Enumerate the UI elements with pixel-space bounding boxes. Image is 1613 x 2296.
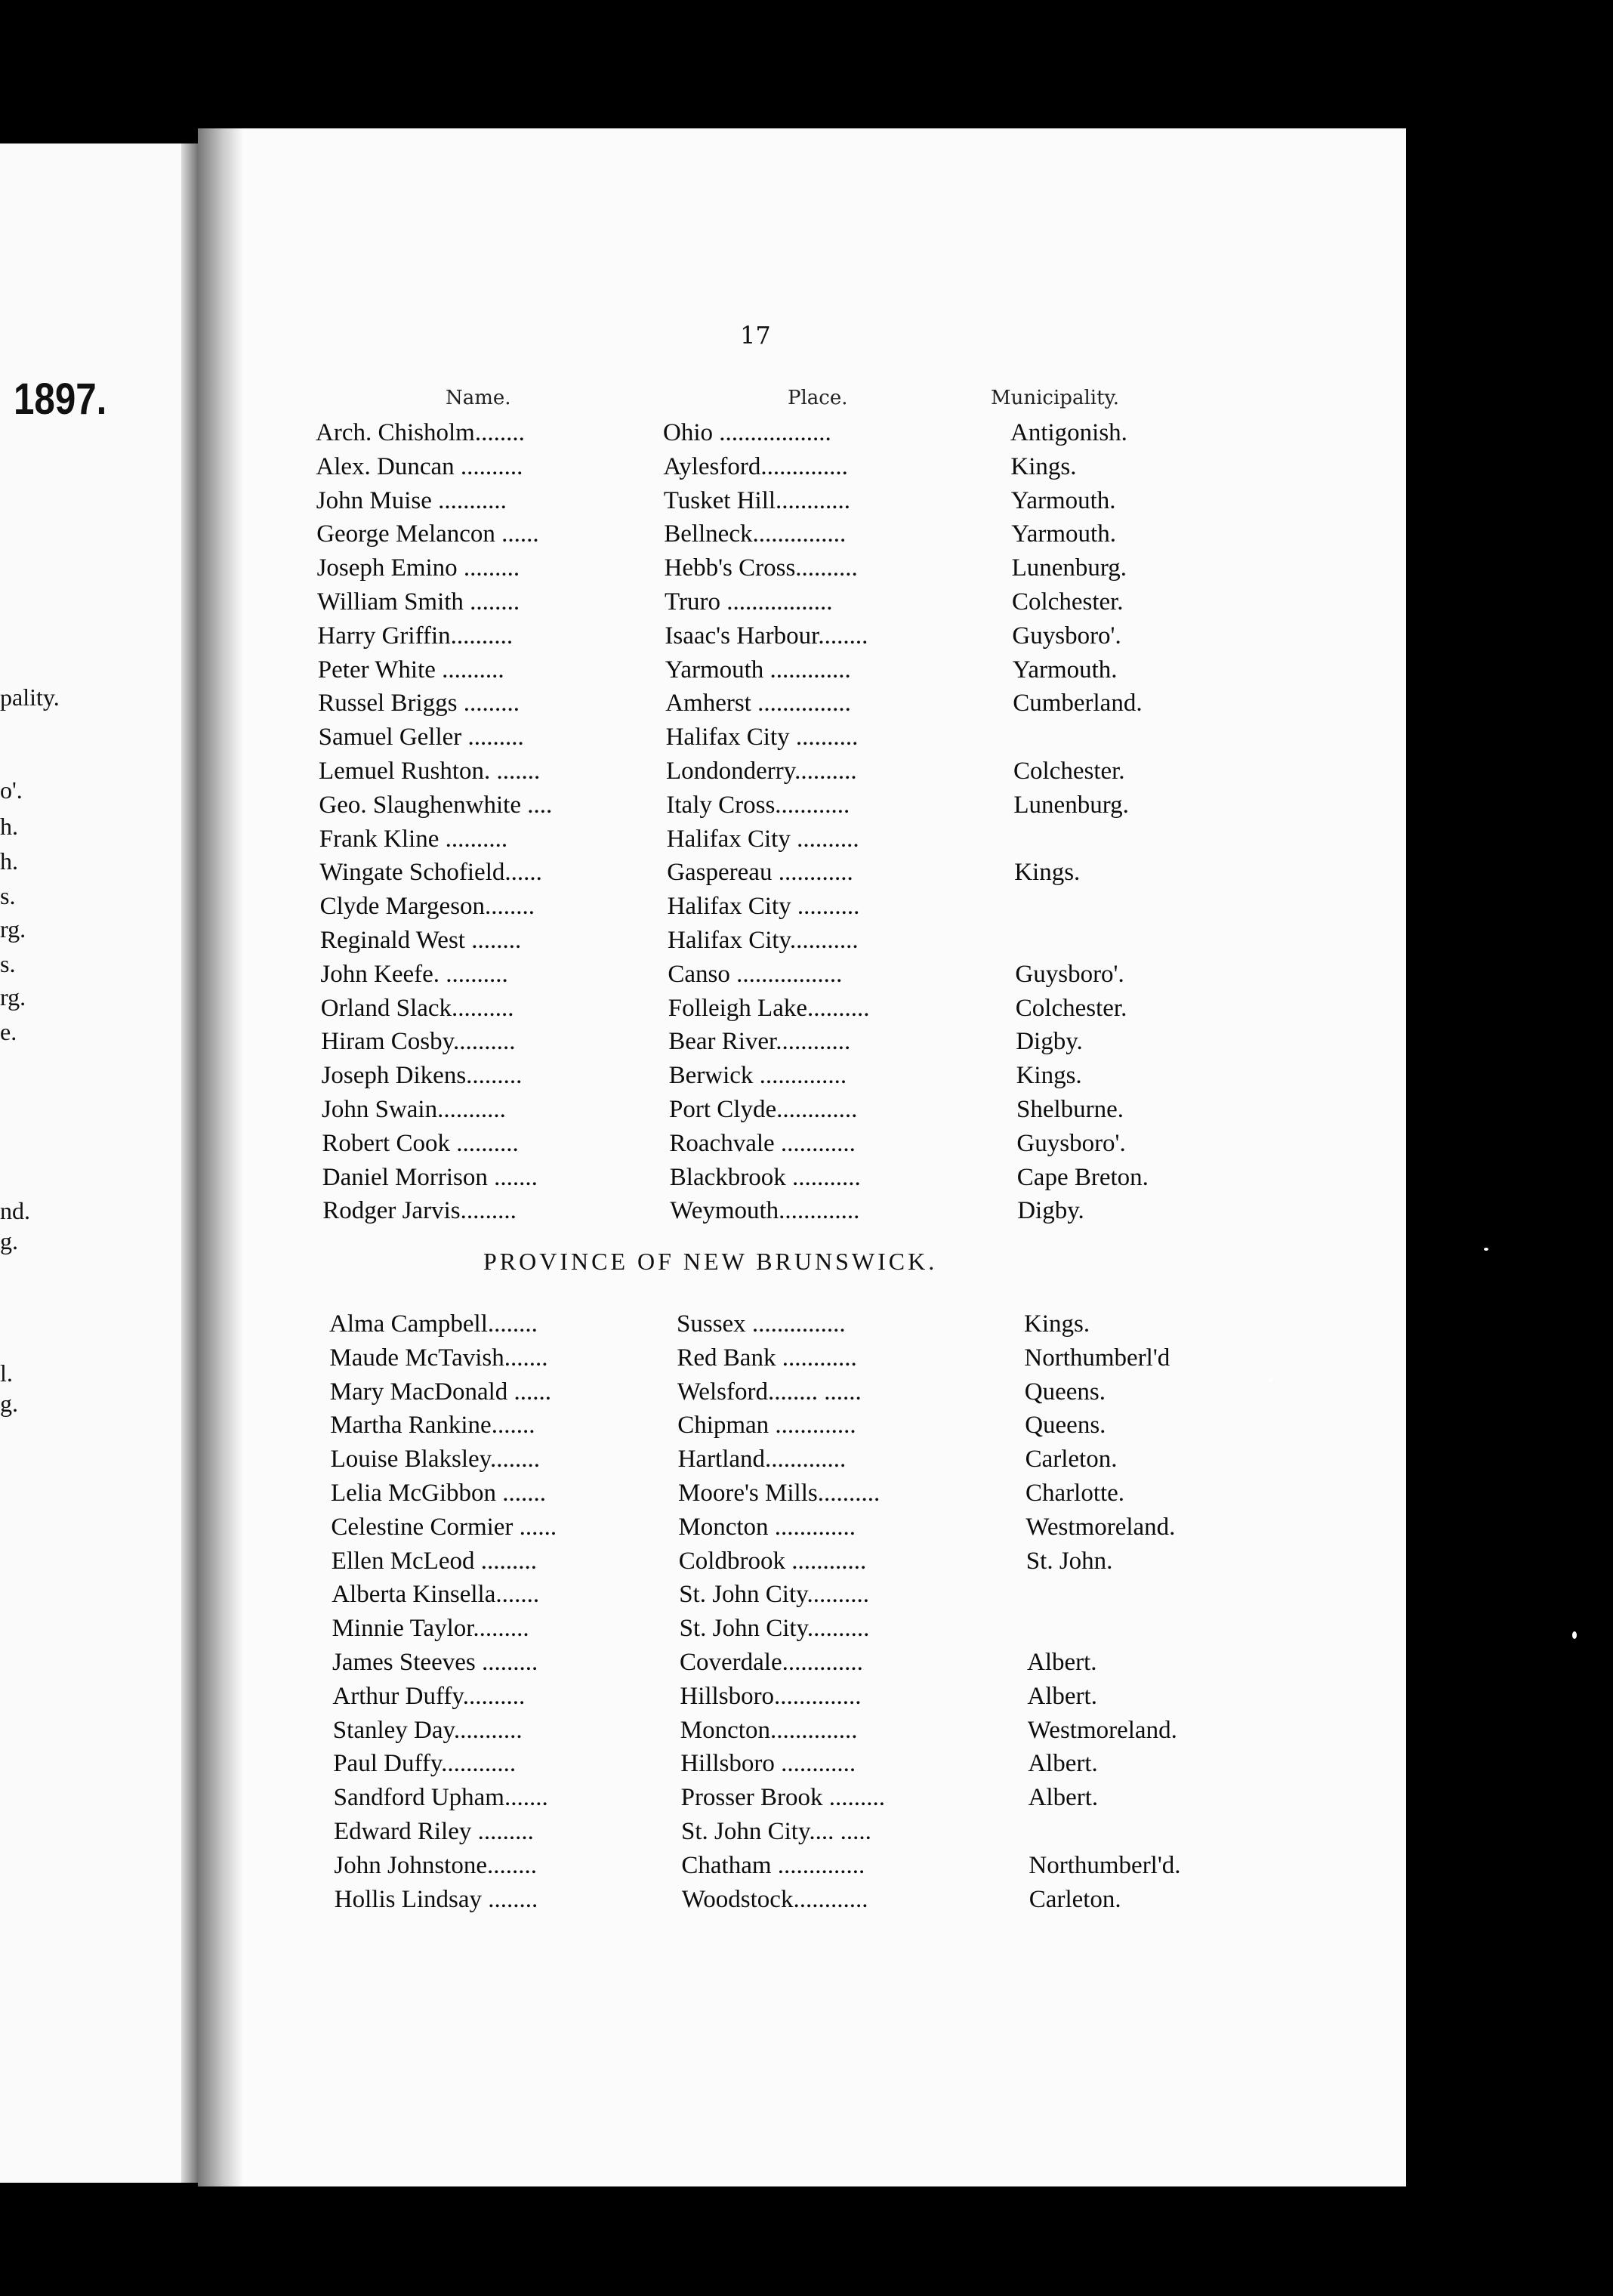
- dust-speck: [1572, 1631, 1577, 1639]
- entry-name: Maude McTavish.......: [329, 1344, 548, 1372]
- entry-municipality: Kings.: [1016, 1062, 1082, 1090]
- entry-place: Ohio ..................: [663, 419, 831, 446]
- entry-name: Hollis Lindsay ........: [334, 1885, 538, 1913]
- entry-municipality: Northumberl'd.: [1029, 1851, 1181, 1879]
- entry-place: Berwick ..............: [668, 1062, 847, 1090]
- entry-place: Welsford........ ......: [677, 1378, 862, 1406]
- entry-place: Gaspereau ............: [667, 859, 853, 887]
- entry-municipality: Lunenburg.: [1011, 554, 1127, 582]
- entry-name: Edward Riley .........: [334, 1818, 534, 1845]
- previous-page-fragment: l.: [0, 1359, 13, 1387]
- previous-page-fragment: s.: [0, 950, 16, 977]
- entry-name: James Steeves .........: [332, 1649, 538, 1676]
- entry-place: Bellneck...............: [664, 520, 847, 548]
- entry-municipality: Cumberland.: [1013, 690, 1143, 718]
- entry-place: Halifax City ..........: [665, 724, 859, 751]
- previous-page-year: 1897.: [14, 375, 107, 424]
- previous-page-fragment: pality.: [0, 684, 60, 711]
- entry-municipality: Colchester.: [1013, 758, 1125, 785]
- dust-speck: [1484, 1248, 1488, 1251]
- entry-name: John Johnstone........: [334, 1851, 537, 1879]
- entry-name: Samuel Geller .........: [318, 724, 524, 751]
- entry-name: Minnie Taylor.........: [332, 1615, 529, 1643]
- entry-name: Stanley Day...........: [332, 1716, 523, 1744]
- column-header-name: Name.: [446, 387, 511, 409]
- entry-place: Amherst ...............: [665, 690, 851, 718]
- entry-name: Paul Duffy............: [333, 1750, 517, 1778]
- entry-place: Isaac's Harbour........: [665, 622, 868, 650]
- entry-place: Blackbrook ...........: [669, 1163, 861, 1191]
- entry-name: Wingate Schofield......: [319, 859, 542, 887]
- entry-municipality: Lunenburg.: [1013, 791, 1129, 819]
- entry-place: Moncton..............: [680, 1716, 858, 1744]
- entry-name: William Smith ........: [317, 588, 520, 616]
- entry-municipality: Guysboro'.: [1016, 1129, 1126, 1157]
- entry-name: Mary MacDonald ......: [329, 1378, 552, 1406]
- entry-name: Daniel Morrison .......: [322, 1163, 538, 1191]
- previous-page-fragment: o'.: [0, 776, 23, 804]
- entry-place: Weymouth.............: [670, 1197, 860, 1225]
- entry-municipality: Westmoreland.: [1025, 1513, 1176, 1541]
- entry-name: Celestine Cormier ......: [331, 1513, 557, 1541]
- entry-place: Folleigh Lake..........: [668, 994, 870, 1022]
- entry-name: Joseph Dikens.........: [321, 1062, 523, 1090]
- entry-place: Hillsboro..............: [680, 1682, 862, 1710]
- previous-page-fragment: rg.: [0, 983, 26, 1011]
- entry-name: Alex. Duncan ..........: [316, 452, 523, 480]
- previous-page-fragment: e.: [0, 1018, 17, 1045]
- entry-name: Alma Campbell........: [329, 1310, 538, 1338]
- entry-place: Tusket Hill............: [663, 486, 851, 514]
- entry-place: Coldbrook ............: [678, 1547, 867, 1575]
- entry-municipality: St. John.: [1025, 1547, 1113, 1575]
- entry-name: Clyde Margeson........: [319, 893, 535, 921]
- entry-place: Canso .................: [668, 960, 843, 988]
- entry-municipality: Carleton.: [1029, 1885, 1121, 1913]
- entry-name: Harry Griffin..........: [317, 622, 514, 650]
- entry-place: Roachvale ............: [669, 1129, 856, 1157]
- entry-name: Lelia McGibbon .......: [331, 1480, 547, 1507]
- page-number: 17: [740, 321, 771, 350]
- entry-municipality: Albert.: [1027, 1682, 1097, 1710]
- entry-place: Italy Cross............: [666, 791, 850, 819]
- entry-name: Russel Briggs .........: [318, 690, 520, 718]
- entry-municipality: Yarmouth.: [1010, 486, 1116, 514]
- entry-municipality: Shelburne.: [1016, 1096, 1124, 1123]
- entry-name: Joseph Emino .........: [316, 554, 520, 582]
- entry-place: Halifax City ..........: [667, 893, 860, 921]
- page-gutter-shadow: [198, 128, 243, 2186]
- previous-page-fragment: h.: [0, 813, 18, 840]
- entry-municipality: Queens.: [1025, 1412, 1106, 1440]
- entry-place: Halifax City...........: [668, 927, 859, 954]
- entry-name: Rodger Jarvis.........: [322, 1197, 517, 1225]
- entry-place: Coverdale.............: [680, 1649, 863, 1676]
- entry-municipality: Queens.: [1024, 1378, 1106, 1406]
- entry-municipality: Westmoreland.: [1027, 1716, 1177, 1744]
- entry-name: John Keefe. ..........: [320, 960, 508, 988]
- entry-municipality: Cape Breton.: [1016, 1163, 1149, 1191]
- entry-place: Moncton .............: [678, 1513, 856, 1541]
- entry-name: Martha Rankine.......: [330, 1412, 535, 1440]
- entry-name: John Swain...........: [322, 1096, 506, 1123]
- section-title-new-brunswick: PROVINCE OF NEW BRUNSWICK.: [483, 1248, 938, 1275]
- entry-municipality: Yarmouth.: [1011, 520, 1116, 548]
- entry-place: Yarmouth .............: [665, 656, 851, 684]
- entry-name: Arthur Duffy..........: [332, 1682, 526, 1710]
- entry-name: Lemuel Rushton. .......: [319, 758, 541, 785]
- previous-page: [0, 144, 198, 2183]
- entry-place: Sussex ...............: [677, 1310, 846, 1338]
- entry-municipality: Kings.: [1010, 452, 1077, 480]
- entry-place: Port Clyde.............: [669, 1096, 858, 1123]
- entry-municipality: Antigonish.: [1010, 419, 1127, 446]
- entry-place: Hartland.............: [677, 1446, 847, 1474]
- entry-place: Truro .................: [665, 588, 833, 616]
- entry-name: Frank Kline ..........: [319, 825, 508, 853]
- entry-place: Prosser Brook .........: [680, 1784, 886, 1812]
- entry-municipality: Northumberl'd: [1024, 1344, 1170, 1372]
- entry-municipality: Yarmouth.: [1012, 656, 1118, 684]
- entry-place: Chipman .............: [677, 1412, 856, 1440]
- entry-name: Orland Slack..........: [320, 994, 514, 1022]
- entry-place: Hebb's Cross..........: [664, 554, 858, 582]
- dust-speck: [1269, 1378, 1273, 1382]
- entry-municipality: Carleton.: [1025, 1446, 1118, 1474]
- entry-municipality: Colchester.: [1012, 588, 1124, 616]
- previous-page-fragment: rg.: [0, 915, 26, 943]
- entry-name: Ellen McLeod .........: [331, 1547, 537, 1575]
- entry-municipality: Albert.: [1027, 1649, 1097, 1676]
- entry-name: Peter White ..........: [317, 656, 504, 684]
- entry-place: Londonderry..........: [666, 758, 857, 785]
- column-header-place: Place.: [788, 387, 848, 409]
- entry-place: Aylesford..............: [663, 452, 848, 480]
- entry-municipality: Kings.: [1024, 1310, 1090, 1338]
- entry-place: St. John City..........: [679, 1581, 870, 1609]
- column-header-municipality: Municipality.: [991, 387, 1120, 409]
- entry-place: Chatham ..............: [681, 1851, 865, 1879]
- entry-place: St. John City..........: [679, 1615, 870, 1643]
- entry-name: Arch. Chisholm........: [316, 419, 525, 446]
- entry-name: Reginald West ........: [320, 927, 522, 954]
- entry-name: Robert Cook ..........: [322, 1129, 519, 1157]
- entry-municipality: Guysboro'.: [1015, 960, 1124, 988]
- entry-place: Moore's Mills..........: [678, 1480, 881, 1507]
- entry-name: John Muise ...........: [316, 486, 507, 514]
- previous-page-fragment: g.: [0, 1227, 18, 1254]
- entry-municipality: Charlotte.: [1025, 1480, 1125, 1507]
- entry-name: Sandford Upham.......: [333, 1784, 548, 1812]
- entry-municipality: Guysboro'.: [1012, 622, 1121, 650]
- entry-municipality: Digby.: [1016, 1028, 1083, 1056]
- entry-name: Geo. Slaughenwhite ....: [319, 791, 553, 819]
- entry-place: St. John City.... .....: [681, 1818, 871, 1845]
- previous-page-fragment: h.: [0, 847, 18, 875]
- entry-name: Hiram Cosby..........: [321, 1028, 516, 1056]
- previous-page-fragment: g.: [0, 1390, 18, 1417]
- entry-place: Bear River............: [668, 1028, 851, 1056]
- previous-page-fragment: nd.: [0, 1197, 30, 1224]
- entry-place: Woodstock............: [681, 1885, 868, 1913]
- entry-municipality: Digby.: [1017, 1197, 1084, 1225]
- entry-name: Louise Blaksley........: [330, 1446, 540, 1474]
- entry-municipality: Albert.: [1028, 1750, 1098, 1778]
- entry-municipality: Albert.: [1028, 1784, 1099, 1812]
- entry-name: George Melancon ......: [316, 520, 539, 548]
- entry-place: Hillsboro ............: [680, 1750, 856, 1778]
- entry-place: Halifax City ..........: [666, 825, 859, 853]
- entry-place: Red Bank ............: [677, 1344, 857, 1372]
- entry-municipality: Kings.: [1014, 859, 1081, 887]
- entry-name: Alberta Kinsella.......: [332, 1581, 540, 1609]
- previous-page-fragment: s.: [0, 882, 16, 909]
- entry-municipality: Colchester.: [1015, 994, 1127, 1022]
